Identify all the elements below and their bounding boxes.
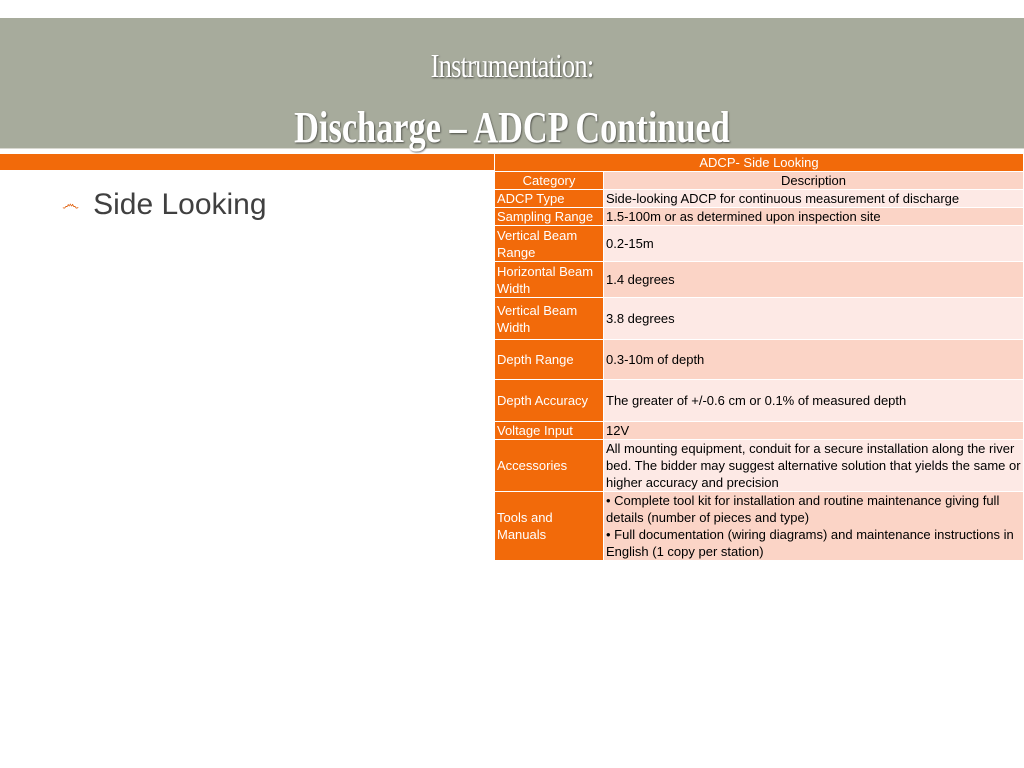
table-row <box>495 340 1024 380</box>
row-category: Vertical Beam Width <box>495 298 604 340</box>
row-category: Horizontal Beam Width <box>495 262 604 298</box>
slide-title-line1: Instrumentation: <box>430 48 594 85</box>
row-description: All mounting equipment, conduit for a secure installation along the river bed. The bidder may suggest alternative solution that yields the same or higher accuracy and precision <box>604 440 1024 492</box>
title-band <box>0 18 1024 152</box>
row-category: Voltage Input <box>495 422 604 440</box>
row-description: 12V <box>604 422 1024 440</box>
table-row <box>495 190 1024 208</box>
row-description: Side-looking ADCP for continuous measurement of discharge <box>604 190 1024 208</box>
slide-title-line2: Discharge – ADCP Continued <box>294 103 730 152</box>
table-row <box>495 440 1024 492</box>
row-category: Depth Range <box>495 340 604 380</box>
table-row <box>495 226 1024 262</box>
row-description: 1.4 degrees <box>604 262 1024 298</box>
row-category: Tools and Manuals <box>495 492 604 561</box>
row-description: 3.8 degrees <box>604 298 1024 340</box>
row-description <box>604 492 1024 561</box>
table-row <box>495 208 1024 226</box>
description-line: • Complete tool kit for installation and routine maintenance giving full details (number of pieces and type) <box>606 493 1000 525</box>
table-caption-row <box>495 154 1024 172</box>
row-description: 0.2-15m <box>604 226 1024 262</box>
spec-table <box>494 153 1024 561</box>
table-row <box>495 298 1024 340</box>
description-line: • Full documentation (wiring diagrams) and maintenance instructions in English (1 copy per station) <box>606 527 1014 559</box>
swirl-bullet-icon: ෴ <box>62 194 80 215</box>
table-caption: ADCP- Side Looking <box>495 154 1024 172</box>
row-description: 0.3-10m of depth <box>604 340 1024 380</box>
row-category: Depth Accuracy <box>495 380 604 422</box>
row-category: Sampling Range <box>495 208 604 226</box>
row-description: The greater of +/-0.6 cm or 0.1% of measured depth <box>604 380 1024 422</box>
table-row <box>495 422 1024 440</box>
row-description: 1.5-100m or as determined upon inspection site <box>604 208 1024 226</box>
column-header-description: Description <box>604 172 1024 190</box>
row-category: ADCP Type <box>495 190 604 208</box>
row-category: Vertical Beam Range <box>495 226 604 262</box>
row-category: Accessories <box>495 440 604 492</box>
column-header-category: Category <box>495 172 604 190</box>
table-row <box>495 380 1024 422</box>
table-row <box>495 262 1024 298</box>
table-header-row <box>495 172 1024 190</box>
bullet-text: Side Looking <box>93 188 267 221</box>
bullet-item <box>62 188 267 222</box>
table-row <box>495 492 1024 561</box>
